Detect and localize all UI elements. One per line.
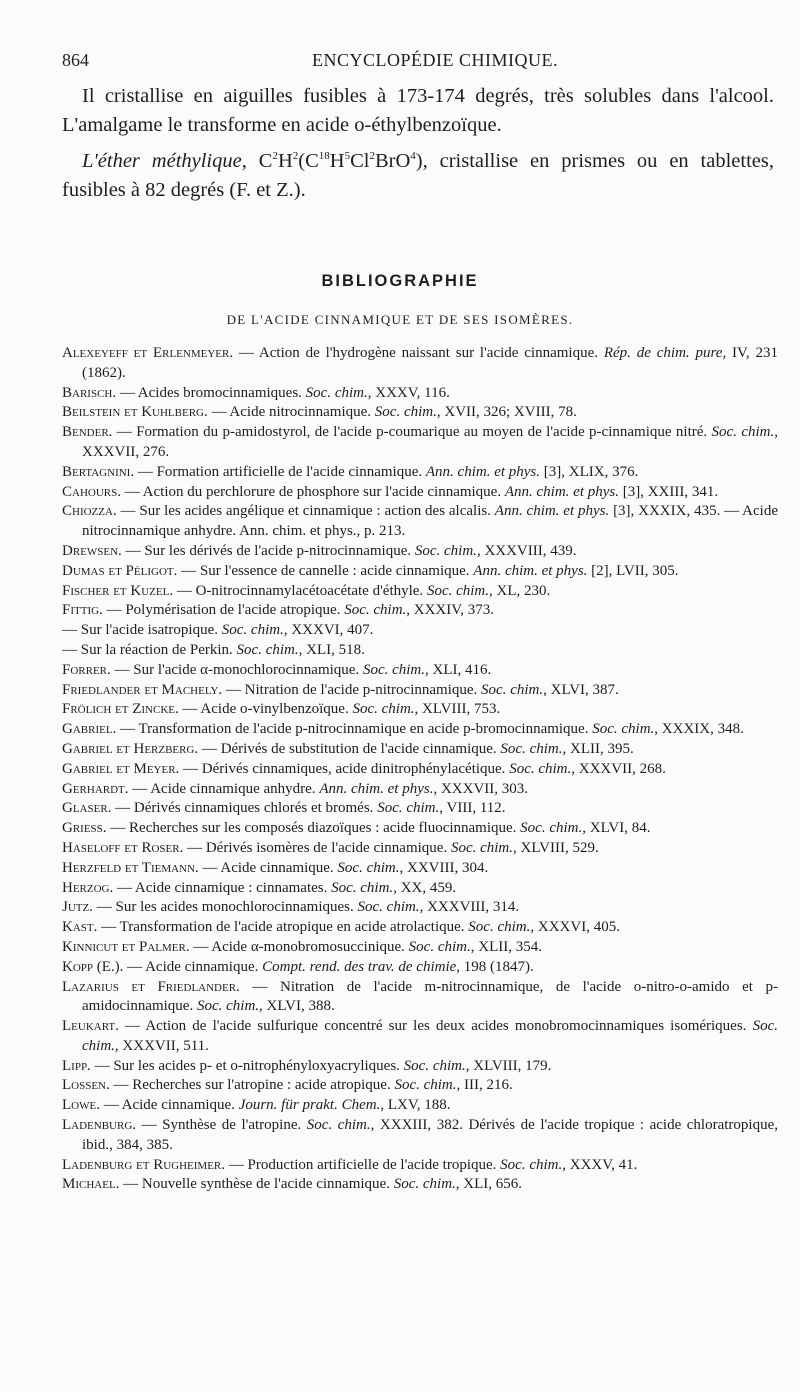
entry-reference: , XL, 230.: [489, 582, 551, 599]
entry-author: Gabriel et Meyer.: [62, 760, 180, 777]
entry-journal: Soc. chim.: [450, 839, 514, 856]
entry-title: — Sur l'acide α-monochlorocinnamique.: [110, 661, 363, 678]
entry-title: — Sur les dérivés de l'acide p-nitrocinnamique.: [121, 542, 415, 559]
entry-journal: Soc. chim.: [344, 602, 407, 619]
entry-reference: , XLII, 354.: [470, 938, 542, 955]
entry-reference: , III, 216.: [456, 1077, 513, 1094]
entry-title: — O-nitrocinnamylacétoacétate d'éthyle.: [173, 582, 427, 599]
entry-reference: [3], XXXIX, 435. — Acide nitrocinnamique anhydre. Ann. chim. et phys., p. 213.: [82, 503, 778, 540]
entry-reference: , XXXV, 41.: [562, 1156, 638, 1173]
entry-reference: , XXVIII, 304.: [399, 859, 489, 876]
entry-reference: , XXXVII, 276.: [82, 424, 778, 460]
entry-journal: Soc. chim.: [352, 701, 415, 718]
running-title: ENCYCLOPÉDIE CHIMIQUE.: [312, 50, 558, 70]
bibliography-entry: [62, 819, 778, 839]
entry-title: — Action de l'acide sulfurique concentré sur les deux acides monobromocinnamiques isomériques.: [118, 1018, 753, 1035]
bibliography-entry: [62, 760, 778, 780]
page-number: 864: [62, 50, 89, 70]
bibliography-entry: [62, 502, 778, 542]
bibliography-entry: [62, 879, 778, 899]
entry-journal: Ann. chim. et phys.: [319, 780, 434, 797]
entry-journal: Soc. chim.: [500, 740, 563, 757]
entry-author: Friedlander et Machely.: [62, 681, 223, 698]
entry-author: Haseloff et Roser.: [62, 839, 184, 856]
entry-journal: Soc. chim.: [337, 859, 400, 876]
entry-title: — Sur les acides p- et o-nitrophénylοxyacryliques.: [90, 1057, 404, 1074]
entry-title: — Acide cinnamique.: [123, 958, 263, 975]
entry-title: — Dérivés isomères de l'acide cinnamique.: [183, 839, 451, 856]
entry-title: — Transformation de l'acide atropique en acide atrolactique.: [97, 919, 469, 936]
bibliography-entry: [62, 700, 778, 720]
entry-journal: Soc. chim.: [374, 404, 437, 421]
entry-journal: Soc. chim.: [509, 760, 572, 777]
entry-author: Herzfeld et Tiemann.: [62, 859, 199, 876]
ether-lead: L'éther méthylique: [82, 150, 242, 172]
bibliography-entry: [62, 562, 778, 582]
entry-journal: Soc. chim.: [306, 1117, 371, 1134]
entry-title: — Dérivés cinnamiques, acide dinitrophénylacétique.: [179, 760, 510, 777]
bibliography-entry: [62, 403, 778, 423]
entry-reference: [3], XXIII, 341.: [618, 483, 719, 500]
entry-reference: , XXXVI, 407.: [283, 622, 374, 639]
bibliography-entry: [62, 780, 778, 800]
entry-journal: Ann. chim. et phys.: [473, 562, 588, 579]
entry-title: — Nouvelle synthèse de l'acide cinnamique.: [119, 1176, 394, 1193]
entry-title: — Nitration de l'acide m-nitrocinnamique, de l'acide o-nitro-o-amido et p-amidocinnamique.: [82, 978, 778, 1015]
bibliography-entry: [62, 799, 778, 819]
entry-reference: , XLII, 395.: [562, 740, 634, 757]
entry-title: — Formation artificielle de l'acide cinnamique.: [134, 463, 426, 480]
entry-journal: Ann. chim. et phys.: [494, 503, 610, 520]
bibliography-entry: [62, 1017, 778, 1057]
entry-author: Chiozza.: [62, 503, 117, 520]
bibliography-entry: [62, 463, 778, 483]
entry-author: Gerhardt.: [62, 780, 129, 797]
entry-journal: Compt. rend. des trav. de chimie: [262, 958, 457, 975]
entry-reference: , XX, 459.: [393, 879, 457, 896]
entry-author: Griess.: [62, 820, 107, 837]
section-title: BIBLIOGRAPHIE: [321, 272, 479, 290]
entry-author: Alexeyeff et Erlenmeyer.: [62, 345, 234, 361]
entry-author: Ladenburg.: [62, 1117, 137, 1134]
entry-reference: , XXXVIII, 439.: [476, 542, 577, 559]
bibliography-entry: [62, 1057, 778, 1077]
entry-title: — Sur la réaction de Perkin.: [62, 641, 237, 658]
entry-journal: Soc. chim.: [481, 681, 544, 698]
entry-author: Michael.: [62, 1176, 120, 1193]
entry-title: — Acide o-vinylbenzoïque.: [178, 701, 353, 718]
entry-author: Bender.: [62, 424, 113, 441]
entry-title: — Synthèse de l'atropine.: [136, 1117, 307, 1134]
bibliography-entry: [62, 641, 778, 661]
entry-journal: Soc. chim.: [403, 1057, 466, 1074]
entry-author: Cahours.: [62, 483, 121, 500]
entry-title: — Sur les acides monochlorocinnamiques.: [92, 899, 358, 916]
entry-journal: Soc. chim.: [196, 998, 260, 1015]
entry-title: — Action du perchlorure de phosphore sur l'acide cinnamique.: [121, 483, 505, 500]
entry-title: — Recherches sur l'atropine : acide atropique.: [109, 1077, 395, 1094]
entry-reference: , XLVIII, 753.: [414, 701, 501, 718]
entry-reference: , XLI, 416.: [425, 661, 492, 678]
entry-reference: , XXXVI, 405.: [530, 919, 620, 936]
entry-title: — Formation du p-amidostyrol, de l'acide p-coumarique au moyen de l'acide p-cinnamique nitré.: [112, 424, 712, 441]
entry-author: Glaser.: [62, 800, 112, 817]
entry-reference: , XLVI, 84.: [582, 820, 651, 837]
entry-title: — Sur l'acide isatropique.: [62, 622, 222, 639]
entry-journal: Soc. chim.: [500, 1156, 563, 1173]
entry-title: — Acide α-monobromosuccinique.: [189, 938, 409, 955]
entry-author: Herzog.: [62, 879, 114, 896]
entry-title: — Dérivés de substitution de l'acide cinnamique.: [198, 740, 501, 757]
chemical-formula: $C^2H^2(C^{18}H^5Cl^2BrO^4)$,: [258, 150, 440, 172]
entry-reference: , VIII, 112.: [439, 800, 506, 817]
entry-reference: , XVII, 326; XVIII, 78.: [436, 404, 577, 421]
entry-journal: Soc. chim.: [221, 622, 284, 639]
bibliography-entry: [62, 621, 778, 641]
entry-title: — Acide cinnamique anhydre.: [128, 780, 320, 797]
bibliography-entry: [62, 720, 778, 740]
entry-journal: Soc. chim.: [408, 938, 471, 955]
paragraph-crystallization: Il cristallise en aiguilles fusibles à 173-174 degrés, très solubles dans l'alcool. L'amalgame le transforme en acide o-éthylbenzoïque.: [62, 85, 774, 136]
bibliography-entry: [62, 740, 778, 760]
entry-reference: , XXXIX, 348.: [654, 721, 744, 738]
section-subtitle: DE L'ACIDE CINNAMIQUE ET DE SES ISOMÈRES.: [226, 312, 574, 327]
entry-reference: , XXXV, 116.: [367, 384, 450, 401]
entry-title: — Acide cinnamique.: [198, 859, 338, 876]
entry-journal: Soc. chim.: [394, 1077, 457, 1094]
entry-reference: , XXXVII, 511.: [114, 1037, 209, 1054]
entry-reference: , XLVIII, 529.: [513, 839, 599, 856]
entry-journal: Soc. chim.: [520, 820, 583, 837]
bibliography-entry: [62, 839, 778, 859]
bibliography-entry: [62, 542, 778, 562]
entry-title: — Transformation de l'acide p-nitrocinnamique en acide p-bromocinnamique.: [116, 721, 593, 738]
entry-title: — Sur les acides angélique et cinnamique : action des alcalis.: [116, 503, 495, 520]
entry-journal: Soc. chim.: [468, 919, 531, 936]
entry-reference: , IV, 231 (1862).: [82, 345, 779, 381]
entry-reference: , XLVI, 387.: [543, 681, 619, 698]
entry-journal: Soc. chim.: [236, 641, 299, 658]
entry-reference: , XXXVIII, 314.: [419, 899, 520, 916]
entry-title: — Production artificielle de l'acide tropique.: [225, 1156, 501, 1173]
entry-title: — Recherches sur les composés diazoïques : acide fluocinnamique.: [106, 820, 521, 837]
entry-author: Forrer.: [62, 661, 111, 678]
entry-title: — Acides bromocinnamiques.: [116, 384, 306, 401]
entry-journal: Soc. chim.: [331, 879, 394, 896]
entry-title: — Acide cinnamique.: [99, 1097, 239, 1114]
bibliography-entry: [62, 1076, 778, 1096]
entry-journal: Ann. chim. et phys.: [425, 463, 541, 480]
entry-author: Kast.: [62, 919, 98, 936]
entry-journal: Soc. chim.: [357, 899, 420, 916]
entry-title: — Polymérisation de l'acide atropique.: [102, 602, 345, 619]
bibliography-entry: [62, 1096, 778, 1116]
entry-title: — Action de l'hydrogène naissant sur l'acide cinnamique.: [233, 345, 604, 361]
ether-description: cristallise en prismes ou en tablettes, fusibles à 82 degrés (F. et Z.).: [62, 150, 774, 201]
bibliography-entry: [62, 1116, 778, 1156]
entry-title: — Acide cinnamique : cinnamates.: [113, 879, 332, 896]
entry-journal: Rép. de chim. pure: [603, 345, 723, 361]
bibliography-entry: [62, 859, 778, 879]
entry-journal: Soc. chim.: [377, 800, 440, 817]
bibliography-entry: [62, 384, 778, 404]
bibliography-entry: [62, 582, 778, 602]
entry-author: Drewsen.: [62, 542, 122, 559]
entry-journal: Soc. chim.: [711, 424, 775, 441]
entry-author: Kinnicut et Palmer.: [62, 938, 190, 955]
bibliography-entry: [62, 681, 778, 701]
page-header: [62, 50, 760, 76]
entry-author: Frölich et Zincke.: [62, 701, 179, 718]
bibliography-entry: [62, 483, 778, 503]
entry-reference: , XXXIV, 373.: [406, 602, 494, 619]
entry-author: Bertagnini.: [62, 463, 135, 480]
entry-author: Kopp (E.).: [62, 958, 124, 975]
entry-author: Gabriel.: [62, 721, 117, 738]
entry-title: — Nitration de l'acide p-nitrocinnamique.: [222, 681, 482, 698]
entry-reference: [2], LVII, 305.: [587, 562, 679, 579]
entry-journal: Soc. chim.: [362, 661, 426, 678]
bibliography-entry: [62, 1175, 778, 1195]
entry-reference: , XLI, 656.: [455, 1176, 523, 1193]
bibliography-entry: [62, 661, 778, 681]
entry-journal: Ann. chim. et phys.: [504, 483, 619, 500]
entry-journal: Soc. chim.: [426, 582, 490, 599]
entry-reference: , XXXVII, 268.: [571, 760, 666, 777]
entry-author: Fittig.: [62, 602, 103, 619]
entry-reference: , XXXIII, 382. Dérivés de l'acide tropique : acide chloratropique, ibid., 384, 385.: [82, 1117, 778, 1153]
bibliography-entry: [62, 918, 778, 938]
entry-author: Lazarius et Friedlander.: [62, 978, 240, 995]
entry-author: Leukart.: [62, 1018, 119, 1035]
entry-reference: , XLVI, 388.: [259, 998, 335, 1015]
entry-author: Dumas et Péligot.: [62, 562, 178, 579]
bibliography-entry: [62, 978, 778, 1018]
entry-title: — Sur l'essence de cannelle : acide cinnamique.: [177, 562, 474, 579]
entry-reference: , XLI, 518.: [298, 641, 365, 658]
entry-reference: , LXV, 188.: [380, 1097, 451, 1114]
entry-reference: [3], XLIX, 376.: [540, 463, 639, 480]
bibliography-list: [62, 344, 778, 1195]
entry-author: Gabriel et Herzberg.: [62, 740, 199, 757]
entry-author: Lipp.: [62, 1057, 91, 1074]
entry-journal: Journ. für prakt. Chem.: [238, 1097, 381, 1114]
entry-title: — Acide nitrocinnamique.: [207, 404, 375, 421]
entry-reference: , XLVIII, 179.: [465, 1057, 552, 1074]
entry-title: — Dérivés cinnamiques chlorés et bromés.: [111, 800, 378, 817]
entry-author: Ladenburg et Rugheimer.: [62, 1156, 226, 1173]
bibliography-entry: [62, 958, 778, 978]
entry-author: Beilstein et Kuhlberg.: [62, 404, 208, 421]
entry-journal: Soc. chim.: [414, 542, 477, 559]
entry-author: Barisch.: [62, 384, 117, 401]
entry-reference: , 198 (1847).: [456, 958, 534, 975]
entry-author: Lowe.: [62, 1097, 100, 1114]
entry-author: Fischer et Kuzel.: [62, 582, 174, 599]
entry-journal: Soc. chim.: [82, 1018, 778, 1054]
entry-journal: Soc. chim.: [393, 1176, 456, 1193]
bibliography-entry: [62, 344, 778, 384]
bibliography-entry: [62, 423, 778, 463]
entry-author: Lossen.: [62, 1077, 110, 1094]
bibliography-entry: [62, 898, 778, 918]
bibliography-entry: [62, 1156, 778, 1176]
entry-author: Jutz.: [62, 899, 93, 916]
bibliography-entry: [62, 601, 778, 621]
entry-journal: Soc. chim.: [592, 721, 655, 738]
bibliography-entry: [62, 938, 778, 958]
paragraph-methyl-ether: L'éther méthylique, $C^2H^2(C^{18}H^5Cl^2BrO^4)$, cristallise en prismes ou en tablettes, fusibles à 82 degrés (F. et Z.).: [62, 150, 774, 201]
entry-reference: , XXXVII, 303.: [433, 780, 529, 797]
entry-journal: Soc. chim.: [305, 384, 368, 401]
